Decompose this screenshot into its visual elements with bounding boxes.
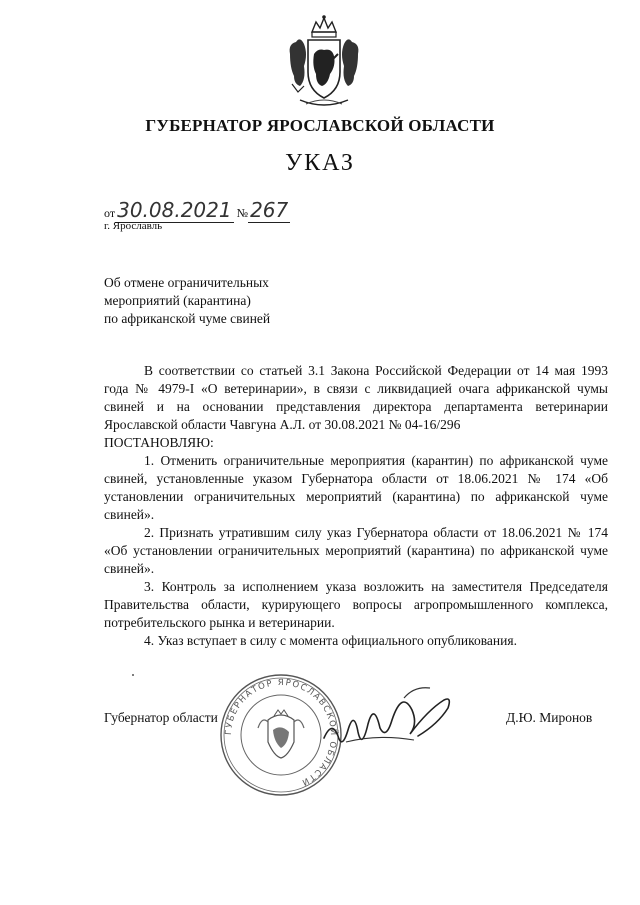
seal-ring-text: ГУБЕРНАТОР ЯРОСЛАВСКОЙ ОБЛАСТИ [223,677,339,788]
subject-line: по африканской чуме свиней [104,311,271,326]
coat-of-arms-emblem [284,14,364,110]
decree-item: 3. Контроль за исполнением указа возложить на заместителя Председателя Правительства области, курирующего вопросы агропромышленного комплекса, потребительского рынка и ветеринарии. [104,579,608,630]
subject-line: мероприятий (карантина) [104,293,251,308]
handwritten-number: 267 [250,198,289,222]
decree-body [104,362,608,650]
decree-subject [104,274,270,328]
scan-speck [132,674,134,676]
subject-line: Об отмене ограничительных [104,275,269,290]
signatory-title: Губернатор области [104,710,218,725]
preamble-paragraph: В соответствии со статьей 3.1 Закона Российской Федерации от 14 мая 1993 года № 4979-I «О ветеринарии», в связи с ликвидацией очага африканской чумы свиней и на основании представления директора департамента ветеринарии Ярославской области Чавгуна А.Л. от 30.08.2021 № 04-16/296 [104,363,608,432]
date-number-line [104,198,290,222]
decree-item: 2. Признать утратившим силу указ Губернатора области от 18.06.2021 № 174 «Об установлении ограничительных мероприятий (карантина) по африканской чуме свиней». [104,525,608,576]
date-prefix: от [104,206,116,220]
decree-word: ПОСТАНОВЛЯЮ: [104,435,214,450]
handwritten-signature [318,680,458,760]
decree-item: 1. Отменить ограничительные мероприятия (карантин) по африканской чуме свиней, установленные указом Губернатора области от 18.06.2021 № 174 «Об установлении ограничительных мероприятий (карантина) по африканской чуме свиней». [104,453,608,522]
issuing-authority-heading: ГУБЕРНАТОР ЯРОСЛАВСКОЙ ОБЛАСТИ [145,116,495,135]
handwritten-date: 30.08.2021 [117,198,232,222]
decree-item: 4. Указ вступает в силу с момента официального опубликования. [144,633,517,648]
signatory-name: Д.Ю. Миронов [506,710,593,725]
city-label: г. Ярославль [104,220,163,232]
document-type-heading: УКАЗ [285,150,355,176]
number-prefix: № [236,206,249,220]
